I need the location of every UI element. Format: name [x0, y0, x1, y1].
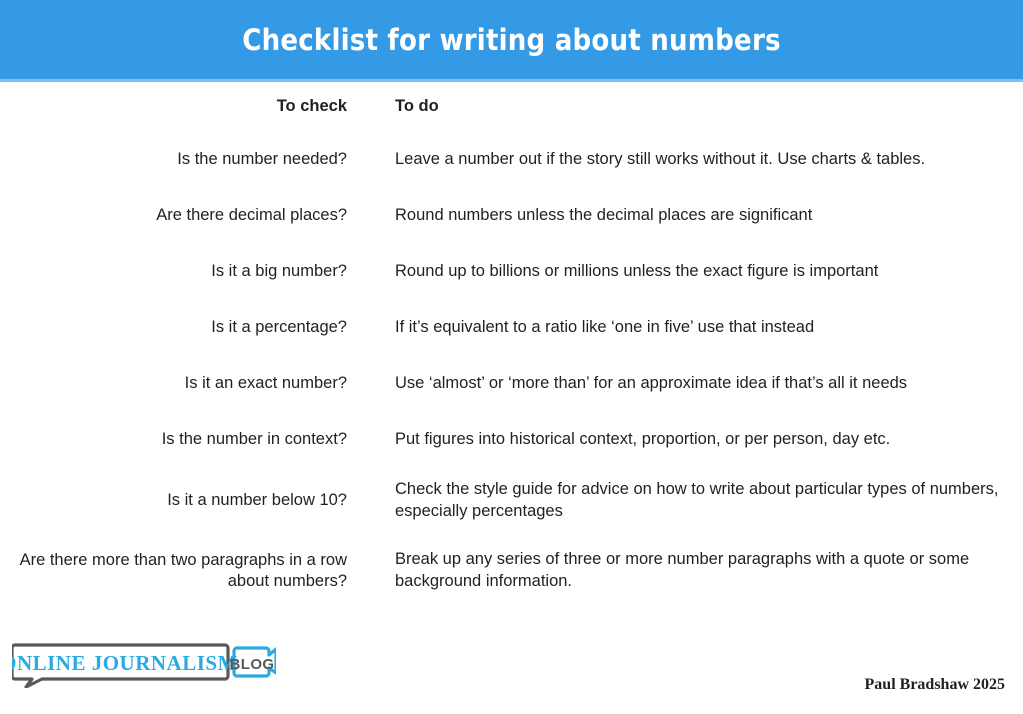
row-check-label: Are there more than two paragraphs in a row about numbers? — [19, 550, 347, 590]
logo-badge-text: BLOG — [229, 656, 275, 673]
row-check-label: Is it a big number? — [211, 262, 347, 281]
row-check-label: Is it a number below 10? — [167, 491, 347, 510]
logo-main-text: ONLINE JOURNALISM — [12, 651, 238, 675]
column-header-to-do: To do — [395, 97, 439, 115]
table-header-row — [0, 96, 1023, 132]
row-do-text: Round up to billions or millions unless the exact figure is important — [395, 262, 879, 281]
checklist-table — [0, 96, 1023, 608]
online-journalism-blog-logo[interactable] — [12, 640, 276, 688]
row-do-text: Check the style guide for advice on how to write about particular types of numbers, especially percentages — [395, 480, 999, 520]
column-header-to-check: To check — [276, 97, 347, 115]
table-row — [0, 300, 1023, 356]
row-check-label: Is the number in context? — [161, 430, 347, 449]
header-banner — [0, 0, 1023, 79]
table-row — [0, 188, 1023, 244]
table-row — [0, 244, 1023, 300]
row-do-text: Round numbers unless the decimal places are significant — [395, 206, 813, 225]
row-do-text: Leave a number out if the story still works without it. Use charts & tables. — [395, 150, 926, 169]
row-check-label: Is it a percentage? — [211, 318, 347, 337]
page-title: Checklist for writing about numbers — [242, 22, 781, 57]
row-do-text: Put figures into historical context, proportion, or per person, day etc. — [395, 430, 891, 449]
row-check-label: Are there decimal places? — [156, 206, 347, 225]
table-row — [0, 132, 1023, 188]
banner-underline — [0, 79, 1023, 82]
row-do-text: Break up any series of three or more number paragraphs with a quote or some background information. — [395, 550, 970, 590]
row-do-text: If it’s equivalent to a ratio like ‘one in five’ use that instead — [395, 318, 815, 337]
table-row — [0, 356, 1023, 412]
row-check-label: Is it an exact number? — [184, 374, 347, 393]
table-row — [0, 468, 1023, 534]
table-row — [0, 412, 1023, 468]
table-row — [0, 534, 1023, 608]
footer-credit: Paul Bradshaw 2025 — [864, 676, 1005, 693]
row-do-text: Use ‘almost’ or ‘more than’ for an approximate idea if that’s all it needs — [395, 374, 908, 393]
row-check-label: Is the number needed? — [177, 150, 347, 169]
